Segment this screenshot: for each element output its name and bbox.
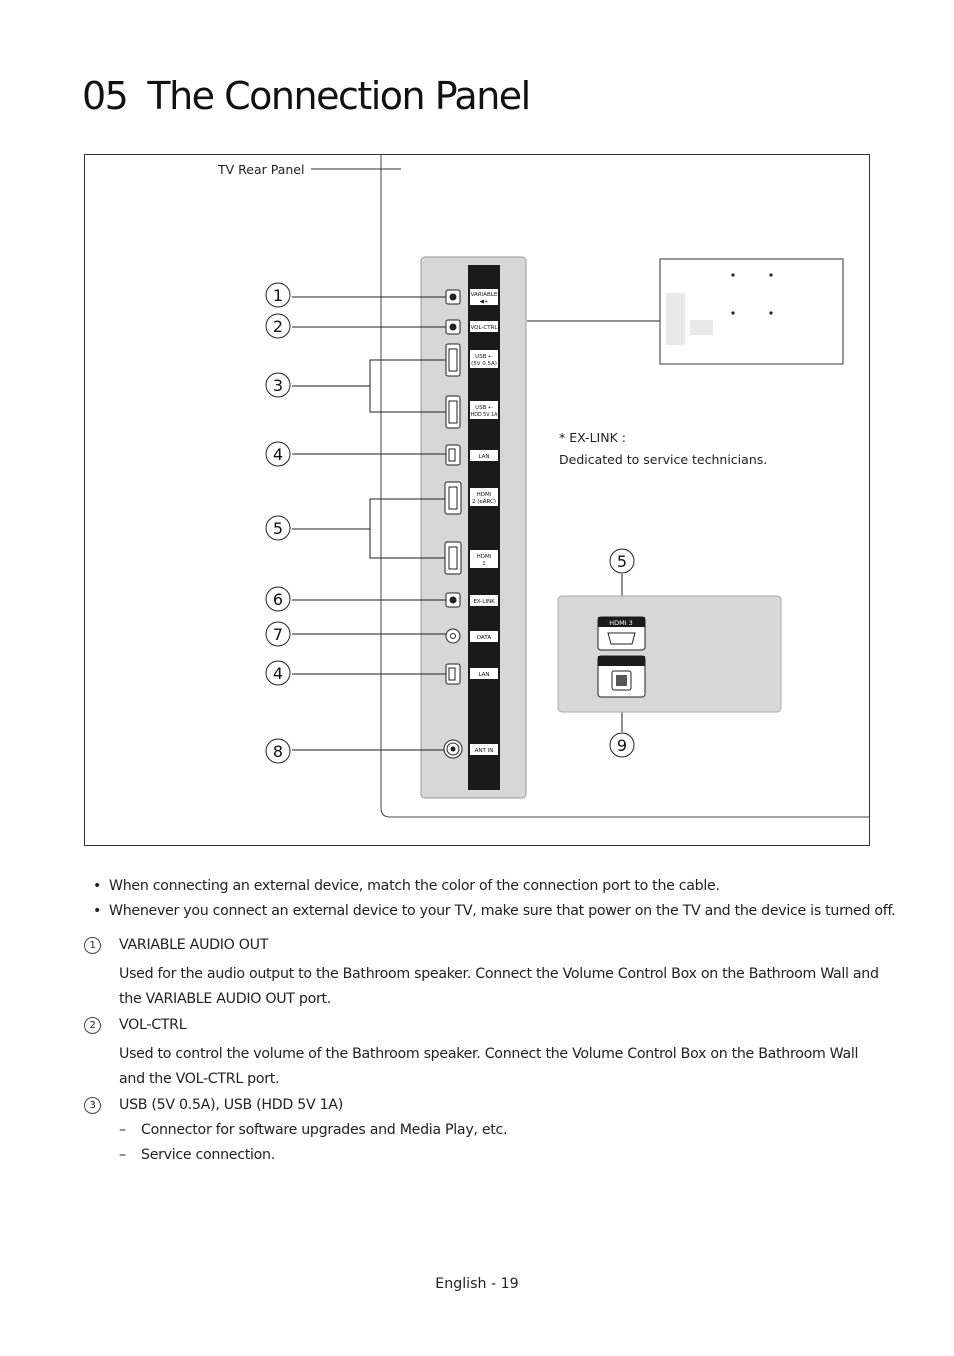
- item-number: 3: [84, 1097, 101, 1114]
- page-footer: English - 19: [435, 1276, 519, 1292]
- item-body-bold: VOL-CTRL: [175, 1071, 243, 1087]
- section-title: The Connection Panel: [147, 74, 530, 118]
- label-usb2-text2: (HDD 5V 1A): [468, 413, 500, 418]
- label-variable-text: VARIABLE: [470, 292, 498, 298]
- callout-5b-text: 5: [616, 552, 628, 571]
- item-sub-text: Service connection.: [141, 1147, 275, 1163]
- item-heading: VARIABLE AUDIO OUT: [119, 937, 269, 953]
- item-body-bold: VARIABLE AUDIO OUT: [145, 991, 295, 1007]
- notes-list: [93, 878, 896, 928]
- item-sub: – Connector for software upgrades and Media Play, etc.: [119, 1122, 508, 1138]
- label-usb1-text2: (5V 0.5A): [471, 361, 497, 367]
- exlink-note-title: * EX-LINK :: [559, 430, 626, 445]
- callout-3-text: 3: [272, 376, 284, 395]
- item-sub: – Service connection.: [119, 1147, 275, 1163]
- callout-5a-text: 5: [272, 519, 284, 538]
- callout-1-text: 1: [272, 286, 284, 305]
- label-exlink-text: EX-LINK: [473, 599, 495, 605]
- callout-6-text: 6: [272, 590, 284, 609]
- label-ant-text: ANT IN: [474, 748, 494, 754]
- item-body: [119, 1042, 879, 1092]
- label-hdmi1-text2: 1: [482, 561, 486, 567]
- side-panel: [558, 596, 781, 712]
- label-lan1-text: LAN: [478, 454, 490, 460]
- section-number: 05: [82, 74, 128, 118]
- label-usb2-text: USB ⇠: [475, 405, 493, 411]
- item-heading: USB (5V 0.5A), USB (HDD 5V 1A): [119, 1097, 343, 1113]
- callout-9-text: 9: [616, 736, 628, 755]
- callout-2-text: 2: [272, 317, 284, 336]
- label-hdmi1-text: HDMI: [476, 554, 492, 560]
- detail-shape-a: [666, 293, 685, 345]
- item-body-text: Used for the audio output to the Bathroom speaker. Connect the Volume Control Box on the Bathroom Wall and the: [119, 966, 879, 1007]
- label-hdmi2-text2: 2 (eARC): [471, 499, 497, 505]
- label-strip: [468, 265, 500, 790]
- item-body-end: port.: [242, 1071, 280, 1087]
- tv-rear-label: TV Rear Panel: [218, 162, 305, 177]
- callout-4a-text: 4: [272, 445, 284, 464]
- hdmi3-label: HDMI 3: [609, 619, 633, 627]
- detail-shape-b: [690, 320, 713, 335]
- label-usb1-text: USB ⇠: [475, 354, 493, 360]
- item-body: [119, 962, 879, 1012]
- item-number: 2: [84, 1017, 101, 1034]
- callout-4b-text: 4: [272, 664, 284, 683]
- label-volctrl-text: VOL-CTRL: [470, 325, 498, 331]
- item-body-text: Used to control the volume of the Bathroom speaker. Connect the Volume Control Box on the Bathroom Wall and the: [119, 1046, 859, 1087]
- note-item: • When connecting an external device, match the color of the connection port to the cable.: [93, 878, 883, 895]
- note-item: • Whenever you connect an external device to your TV, make sure that power on the TV and the device is turned off.: [93, 903, 883, 920]
- item-body-end: port.: [294, 991, 331, 1007]
- callout-7-text: 7: [272, 625, 284, 644]
- exlink-note-text: Dedicated to service technicians.: [559, 452, 768, 467]
- item-heading: VOL-CTRL: [119, 1017, 187, 1033]
- item-number: 1: [84, 937, 101, 954]
- detail-box: [660, 259, 843, 364]
- label-hdmi2-text: HDMI: [476, 492, 492, 498]
- label-lan2-text: LAN: [478, 672, 490, 678]
- label-data-text: DATA: [476, 635, 492, 641]
- item-sub-text: Connector for software upgrades and Media Play, etc.: [141, 1122, 508, 1138]
- label-variable-text2: ◀+: [479, 299, 489, 305]
- callout-8-text: 8: [272, 742, 284, 761]
